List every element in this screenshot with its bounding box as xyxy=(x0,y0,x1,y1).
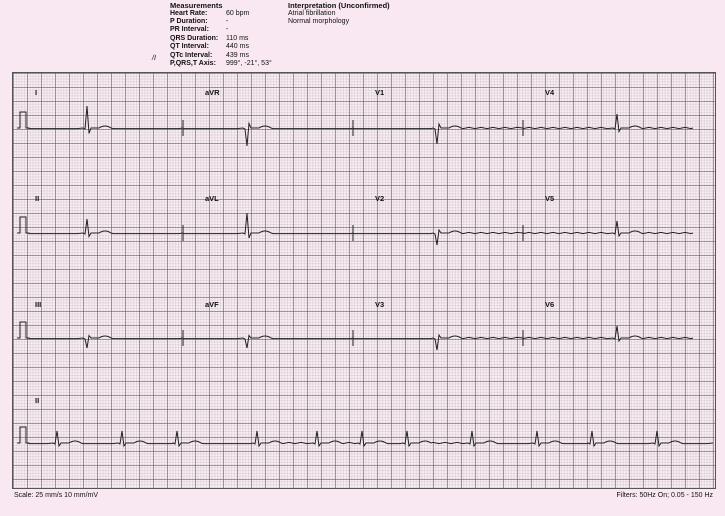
measurement-row xyxy=(170,18,228,25)
ecg-rhythm-trace xyxy=(17,427,713,446)
lead-label-II: II xyxy=(35,194,40,203)
ecg-trace xyxy=(523,114,693,132)
scale-label: Scale: 25 mm/s 10 mm/mV xyxy=(14,492,99,499)
measurement-row xyxy=(170,35,248,42)
measurement-label: P,QRS,T Axis: xyxy=(170,60,216,67)
measurements-title: Measurements xyxy=(170,1,223,10)
ecg-trace xyxy=(523,221,693,236)
lead-label-V6: V6 xyxy=(545,300,555,309)
ecg-trace xyxy=(353,335,523,350)
measurement-label: Heart Rate: xyxy=(170,10,208,17)
ecg-trace xyxy=(17,217,183,237)
measurement-value: 439 ms xyxy=(226,52,249,59)
ecg-trace xyxy=(353,124,523,144)
measurement-row xyxy=(170,60,272,67)
interpretation-line: Normal morphology xyxy=(288,18,350,25)
lead-label-aVR: aVR xyxy=(205,88,220,97)
ecg-grid xyxy=(12,72,716,489)
lead-label-aVL: aVL xyxy=(205,194,219,203)
measurement-value: 999°, -21°, 53° xyxy=(226,60,272,67)
ecg-trace xyxy=(183,124,353,147)
measurement-label: QT Interval: xyxy=(170,43,209,50)
measurement-row xyxy=(170,43,249,50)
ecg-trace xyxy=(17,106,183,134)
measurement-row xyxy=(170,10,249,17)
measurement-label: PR Interval: xyxy=(170,26,209,33)
ecg-trace xyxy=(17,322,183,348)
lead-label-I: I xyxy=(35,88,38,97)
measurement-label: QRS Duration: xyxy=(170,35,219,42)
measurement-value: - xyxy=(226,18,229,25)
measurement-label: P Duration: xyxy=(170,18,208,25)
measurement-value: 60 bpm xyxy=(226,10,250,17)
interpretation-title: Interpretation (Unconfirmed) xyxy=(288,1,390,10)
marker-label: /I xyxy=(152,55,156,62)
lead-label-aVF: aVF xyxy=(205,300,219,309)
ecg-trace xyxy=(183,336,353,349)
ecg-trace xyxy=(183,213,353,238)
lead-label-rhythm-II: II xyxy=(35,396,40,405)
lead-label-III: III xyxy=(35,300,42,309)
measurement-value: 110 ms xyxy=(226,35,249,42)
interpretation-line: Atrial fibrillation xyxy=(288,10,336,17)
ecg-trace xyxy=(353,230,523,245)
measurement-value: 440 ms xyxy=(226,43,249,50)
ecg-trace xyxy=(523,326,693,341)
lead-label-V5: V5 xyxy=(545,194,555,203)
filters-label: Filters: 50Hz On; 0.05 - 150 Hz xyxy=(616,492,713,499)
measurement-row xyxy=(170,26,228,33)
lead-label-V1: V1 xyxy=(375,88,385,97)
measurement-label: QTc Interval: xyxy=(170,52,213,59)
lead-label-V3: V3 xyxy=(375,300,385,309)
measurement-value: - xyxy=(226,26,229,33)
lead-label-V2: V2 xyxy=(375,194,385,203)
ecg-traces xyxy=(13,73,715,488)
lead-label-V4: V4 xyxy=(545,88,555,97)
measurement-row xyxy=(170,52,249,59)
